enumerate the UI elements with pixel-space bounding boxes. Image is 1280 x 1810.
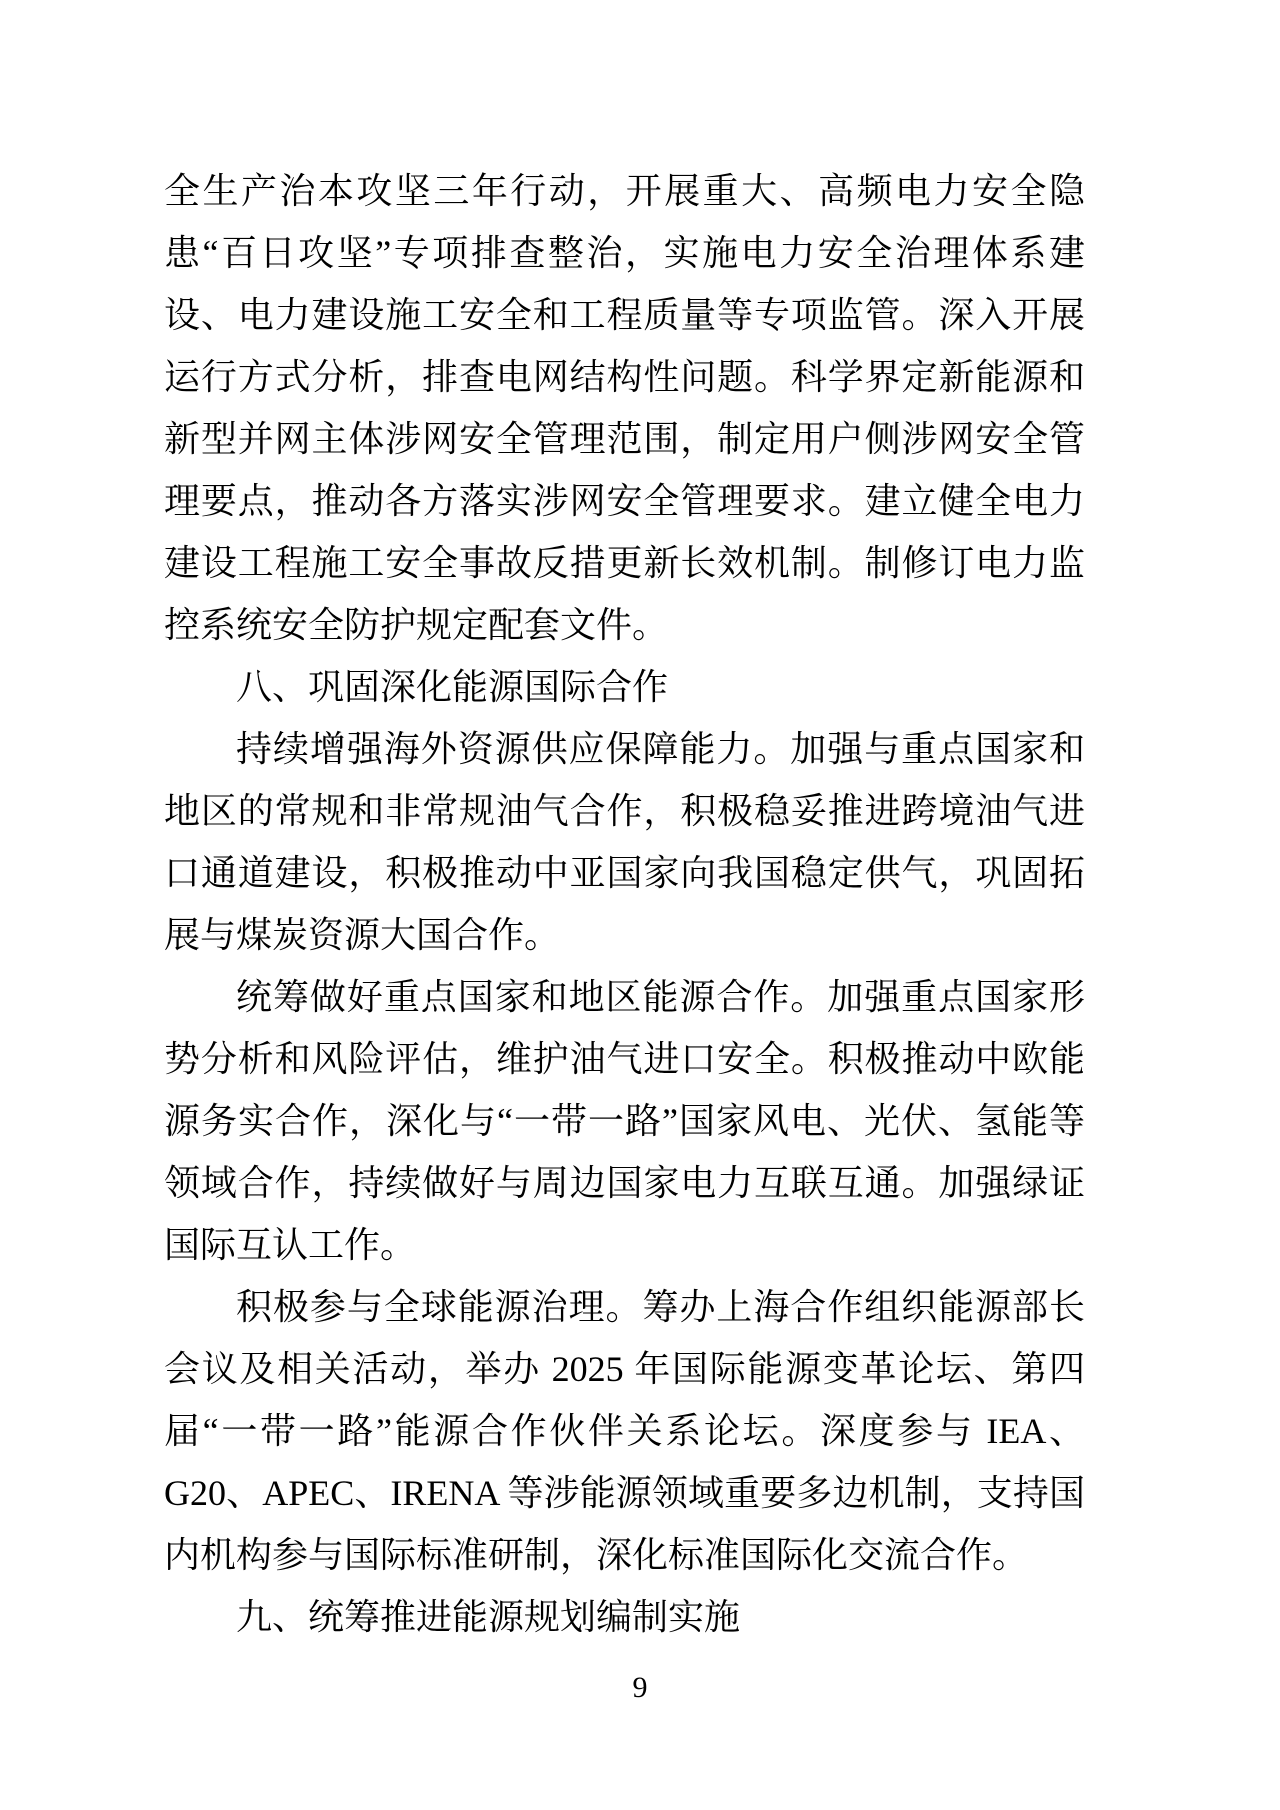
page-number: 9 bbox=[632, 1671, 648, 1704]
paragraph-overseas-resource-supply: 持续增强海外资源供应保障能力。加强与重点国家和地区的常规和非常规油气合作，积极稳妥推进跨境油气进口通道建设，积极推动中亚国家向我国稳定供气，巩固拓展与煤炭资源大国合作。 bbox=[164, 729, 1085, 955]
section-heading-9-energy-planning: 九、统筹推进能源规划编制实施 bbox=[236, 1597, 741, 1637]
paragraph-global-energy-governance: 积极参与全球能源治理。筹办上海合作组织能源部长会议及相关活动，举办 2025 年国际能源变革论坛、第四届“一带一路”能源合作伙伴关系论坛。深度参与 IEA、G20、APEC、IRENA 等涉能源领域重要多边机制，支持国内机构参与国际标准研制，深化标准国际化交流合作。 bbox=[164, 1287, 1085, 1575]
paragraph-key-country-cooperation: 统筹做好重点国家和地区能源合作。加强重点国家形势分析和风险评估，维护油气进口安全。积极推动中欧能源务实合作，深化与“一带一路”国家风电、光伏、氢能等领域合作，持续做好与周边国家电力互联互通。加强绿证国际互认工作。 bbox=[164, 977, 1085, 1265]
section-heading-8-international-cooperation: 八、巩固深化能源国际合作 bbox=[236, 667, 669, 707]
document-body bbox=[164, 160, 1085, 1648]
paragraph-continued-power-safety: 全生产治本攻坚三年行动，开展重大、高频电力安全隐患“百日攻坚”专项排查整治，实施电力安全治理体系建设、电力建设施工安全和工程质量等专项监管。深入开展运行方式分析，排查电网结构性问题。科学界定新能源和新型并网主体涉网安全管理范围，制定用户侧涉网安全管理要点，推动各方落实涉网安全管理要求。建立健全电力建设工程施工安全事故反措更新长效机制。制修订电力监控系统安全防护规定配套文件。 bbox=[164, 171, 1085, 645]
